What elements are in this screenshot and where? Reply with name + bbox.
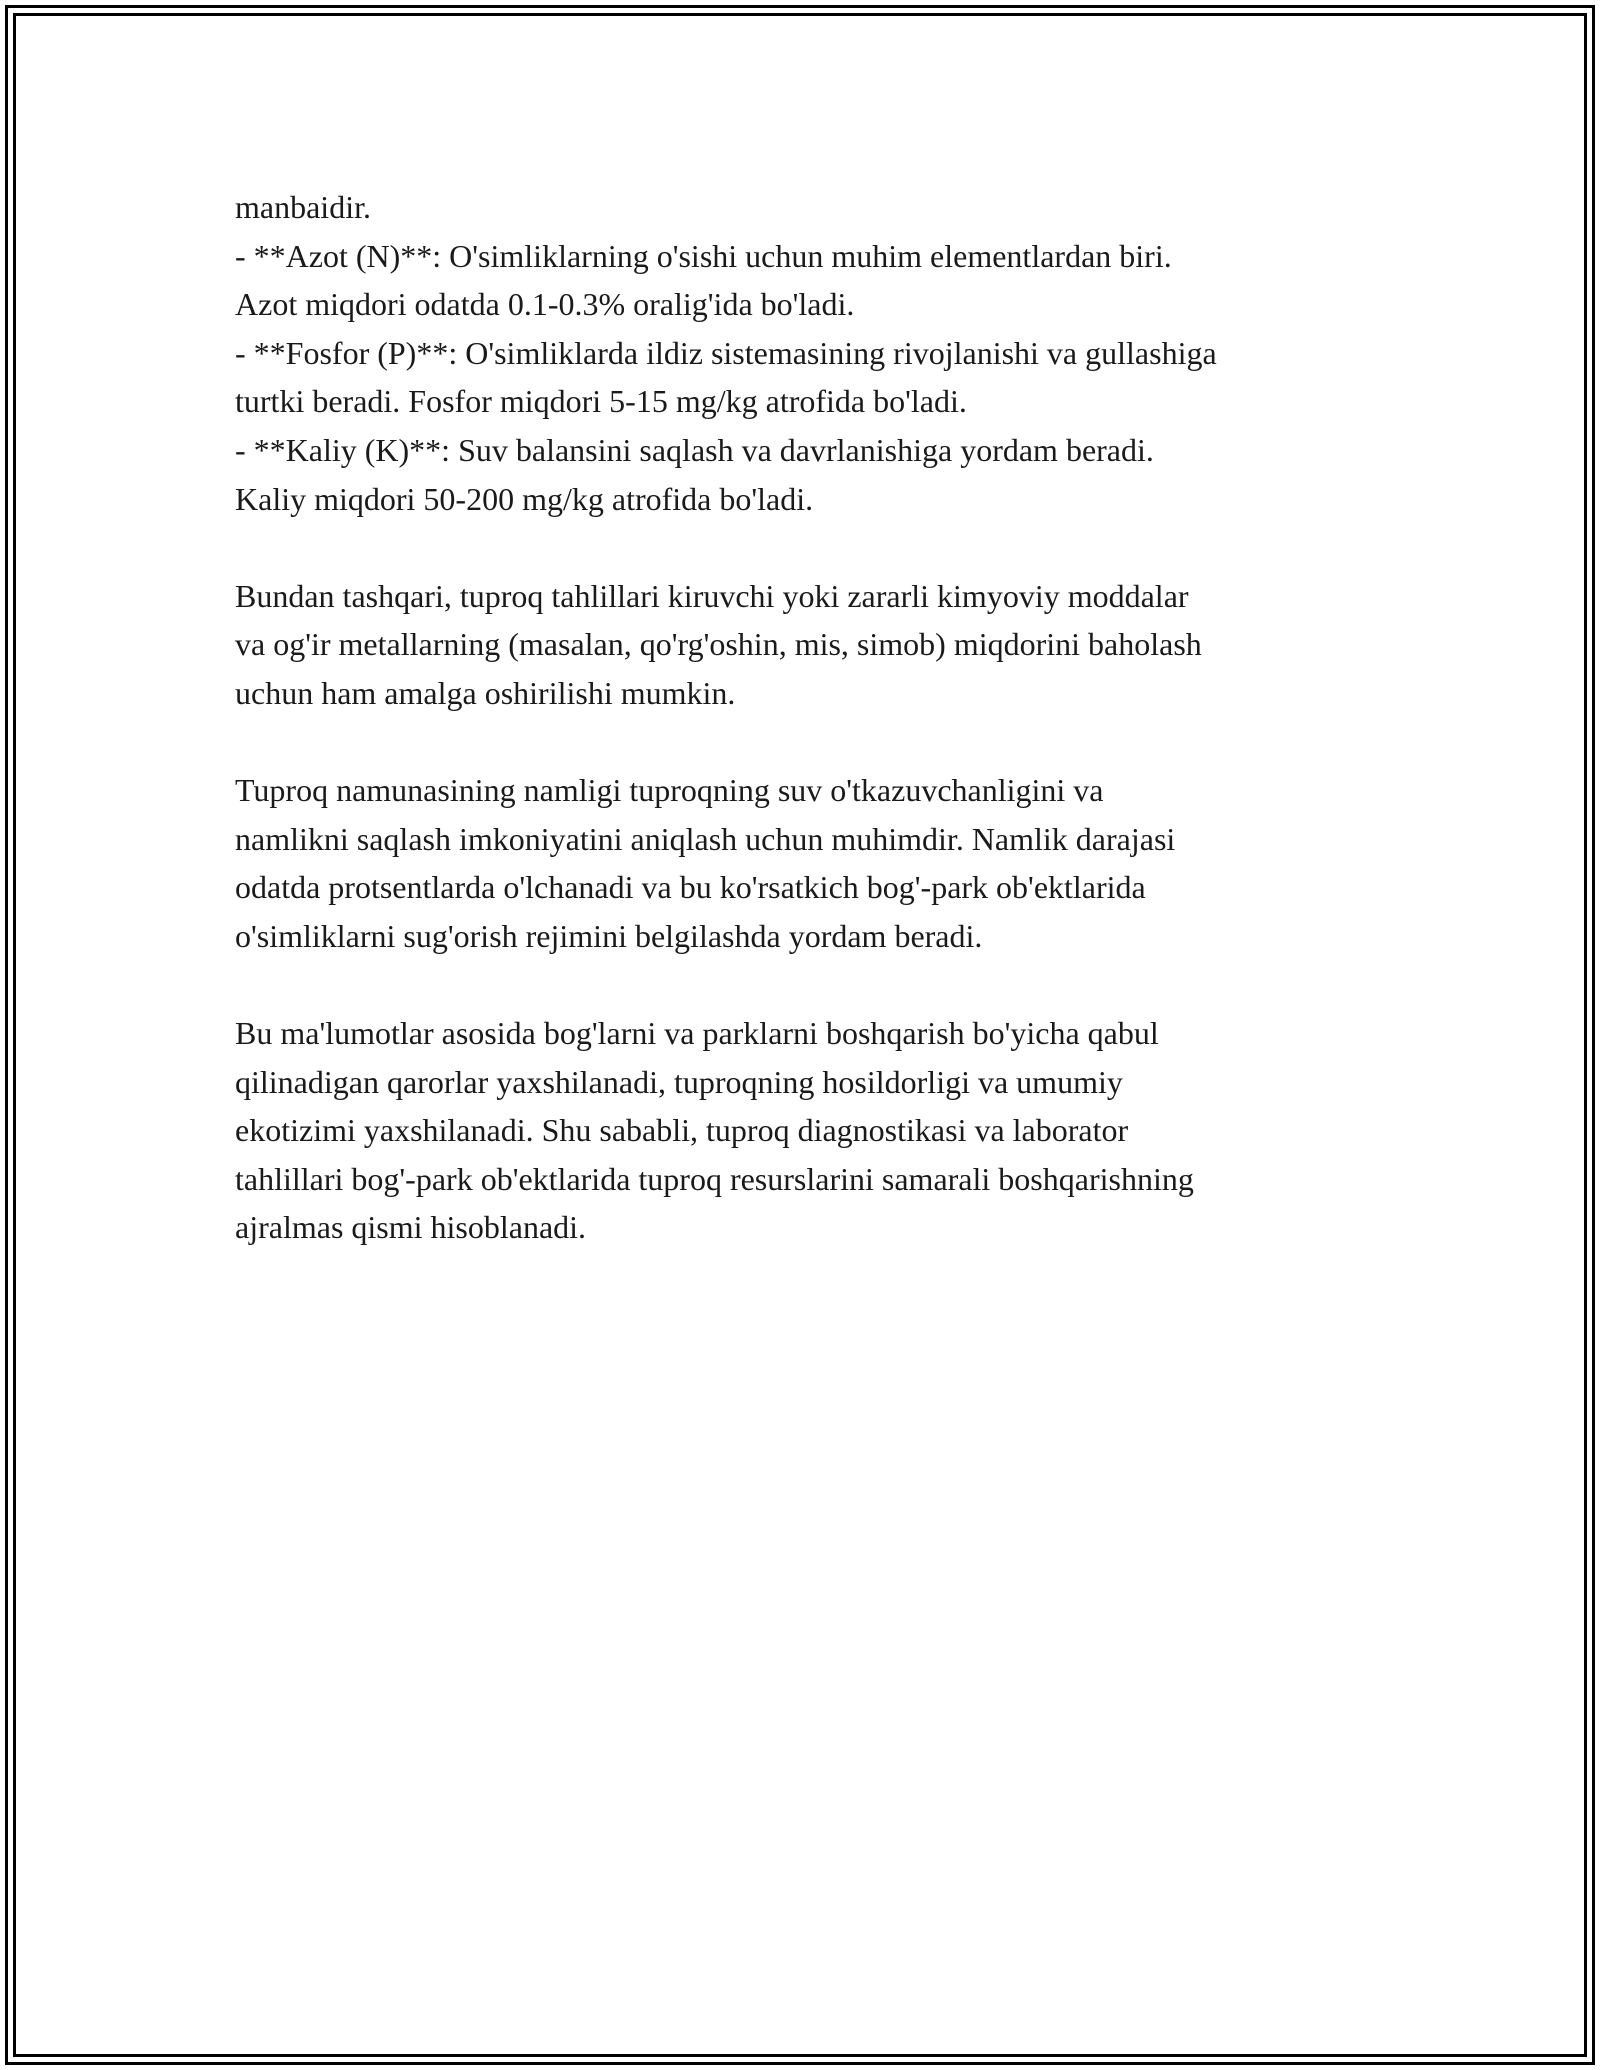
document-body	[235, 183, 1385, 1252]
text-line: Bu ma'lumotlar asosida bog'larni va parklarni boshqarish bo'yicha qabul	[235, 1015, 1159, 1052]
list-item-phosphorus: - **Fosfor (P)**: O'simliklarda ildiz sistemasining rivojlanishi va gullashiga	[235, 334, 1217, 371]
text-line: tahlillari bog'-park ob'ektlarida tuproq resurslarini samarali boshqarishning	[235, 1160, 1194, 1197]
paragraph-spacer	[235, 961, 1385, 1010]
text-line: uchun ham amalga oshirilishi mumkin.	[235, 674, 736, 711]
text-line: Bundan tashqari, tuproq tahlillari kiruvchi yoki zararli kimyoviy moddalar	[235, 577, 1189, 614]
text-line: qilinadigan qarorlar yaxshilanadi, tuproqning hosildorligi va umumiy	[235, 1063, 1123, 1100]
text-line: Kaliy miqdori 50-200 mg/kg atrofida bo'ladi.	[235, 480, 814, 517]
text-line: o'simliklarni sug'orish rejimini belgilashda yordam beradi.	[235, 917, 983, 954]
heavy-metals-paragraph	[235, 572, 1385, 718]
text-line: ekotizimi yaxshilanadi. Shu sababli, tuproq diagnostikasi va laborator	[235, 1112, 1129, 1149]
conclusion-paragraph	[235, 1009, 1385, 1252]
text-line: Azot miqdori odatda 0.1-0.3% oralig'ida bo'ladi.	[235, 286, 855, 323]
paragraph-spacer	[235, 523, 1385, 572]
text-line: odatda protsentlarda o'lchanadi va bu ko'rsatkich bog'-park ob'ektlarida	[235, 869, 1146, 906]
nutrients-list-paragraph	[235, 183, 1385, 523]
text-line: Tuproq namunasining namligi tuproqning suv o'tkazuvchanligini va	[235, 772, 1104, 809]
text-line: ajralmas qismi hisoblanadi.	[235, 1209, 587, 1246]
list-item-potassium: - **Kaliy (K)**: Suv balansini saqlash va davrlanishiga yordam beradi.	[235, 431, 1154, 468]
list-item-nitrogen: - **Azot (N)**: O'simliklarning o'sishi uchun muhim elementlardan biri.	[235, 237, 1172, 274]
text-line: va og'ir metallarning (masalan, qo'rg'oshin, mis, simob) miqdorini baholash	[235, 626, 1202, 663]
text-line: turtki beradi. Fosfor miqdori 5-15 mg/kg atrofida bo'ladi.	[235, 383, 967, 420]
moisture-paragraph	[235, 766, 1385, 960]
paragraph-spacer	[235, 718, 1385, 767]
text-line: manbaidir.	[235, 189, 371, 225]
text-line: namlikni saqlash imkoniyatini aniqlash uchun muhimdir. Namlik darajasi	[235, 820, 1176, 857]
